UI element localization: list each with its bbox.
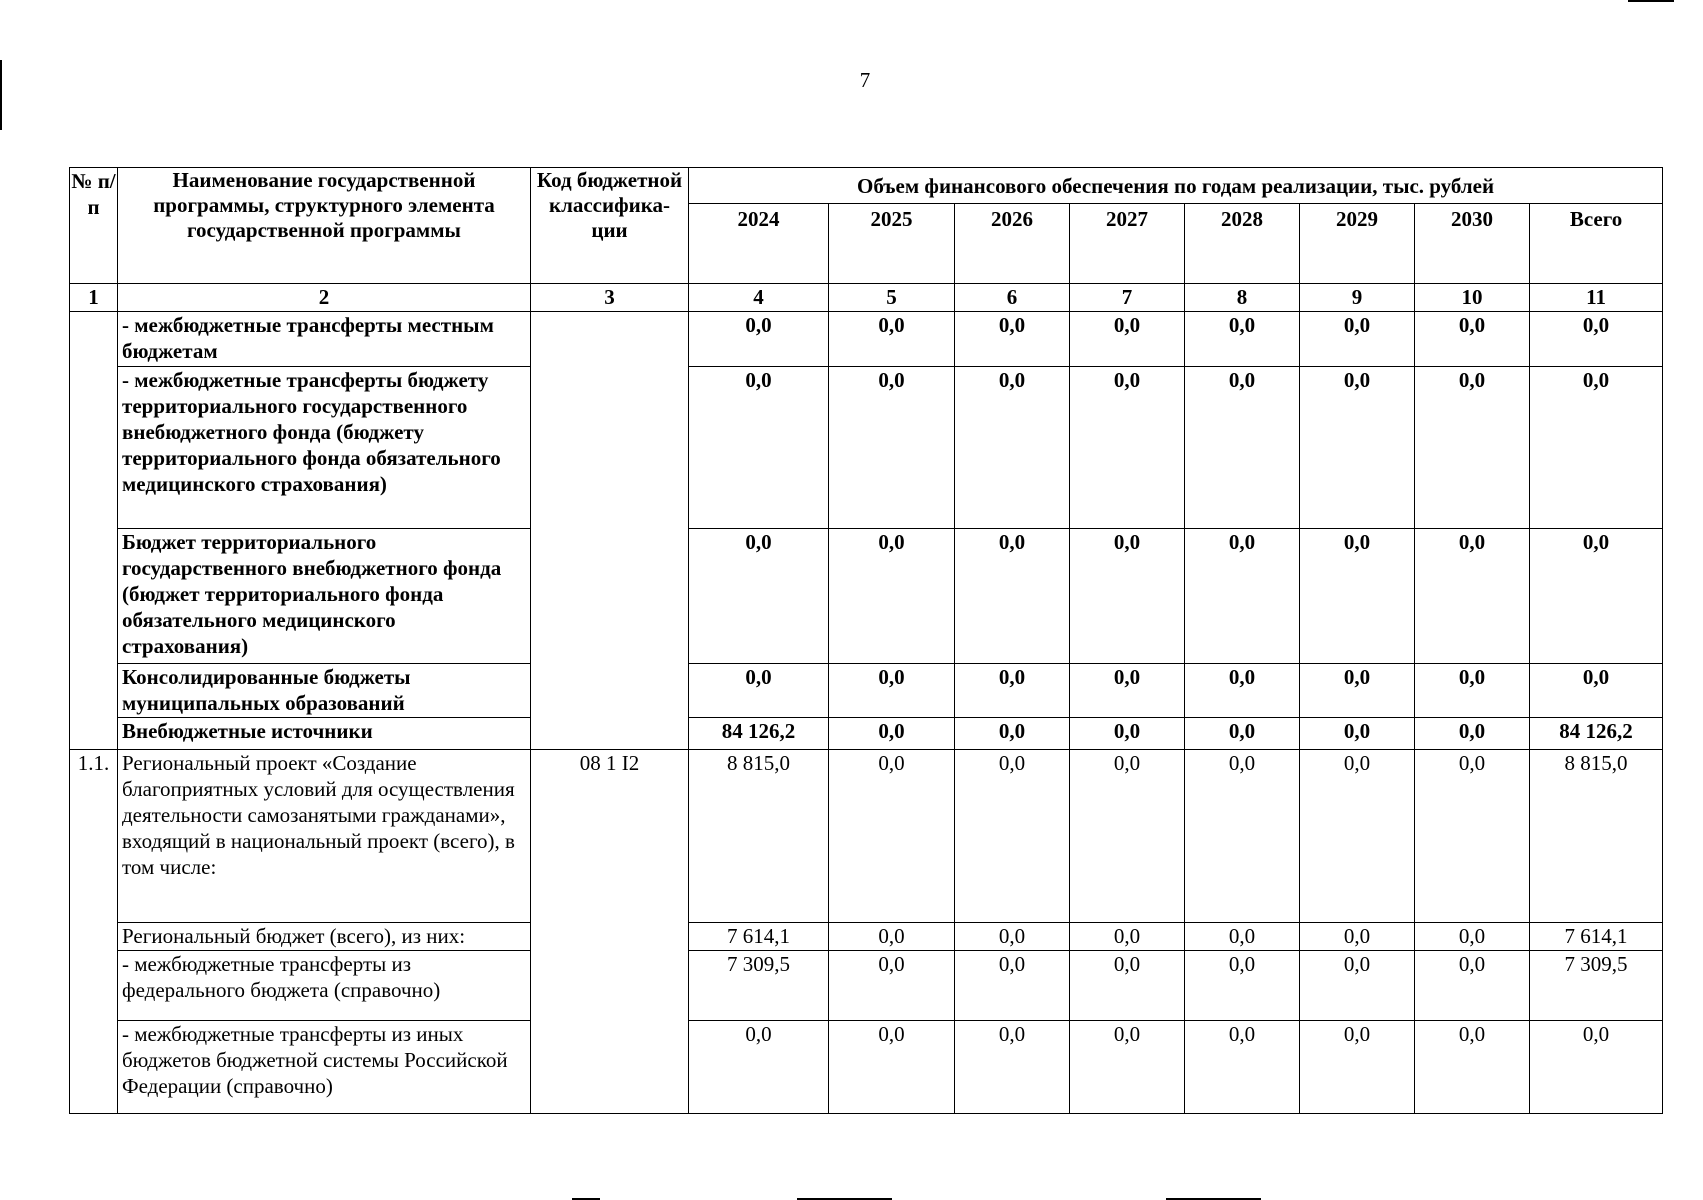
value-cell: 0,0 <box>1070 923 1185 951</box>
scan-edge-mark <box>1628 0 1674 2</box>
value-cell: 0,0 <box>1415 923 1530 951</box>
value-cell: 0,0 <box>1415 718 1530 750</box>
header-name: Наименование государственной программы, структурного элемента государственной программы <box>118 168 531 284</box>
value-cell: 0,0 <box>829 750 955 923</box>
value-cell: 0,0 <box>1185 923 1300 951</box>
row-name-cell: - межбюджетные трансферты бюджету территориального государственного внебюджетного фонда (бюджету территориального фонда обязательного медицинского страхования) <box>118 367 531 529</box>
row-name-cell: - межбюджетные трансферты из иных бюджетов бюджетной системы Российской Федерации (справочно) <box>118 1021 531 1114</box>
header-year: 2030 <box>1415 204 1530 284</box>
table-row <box>70 529 1663 664</box>
row-code-cell: 08 1 I2 <box>531 750 689 1114</box>
table-row <box>70 312 1663 367</box>
column-number: 2 <box>118 284 531 312</box>
table-row <box>70 951 1663 1021</box>
table-row <box>70 1021 1663 1114</box>
row-name-cell: - межбюджетные трансферты из федерального бюджета (справочно) <box>118 951 531 1021</box>
value-cell: 7 309,5 <box>1530 951 1663 1021</box>
page-number: 7 <box>859 68 871 92</box>
header-year: 2024 <box>689 204 829 284</box>
row-name-cell: Бюджет территориального государственного внебюджетного фонда (бюджет территориального фонда обязательного медицинского страхования) <box>118 529 531 664</box>
value-cell: 84 126,2 <box>1530 718 1663 750</box>
value-cell: 0,0 <box>1300 312 1415 367</box>
budget-table <box>69 167 1663 1114</box>
value-cell: 0,0 <box>689 367 829 529</box>
value-cell: 0,0 <box>1530 367 1663 529</box>
value-cell: 0,0 <box>689 1021 829 1114</box>
header-year: 2028 <box>1185 204 1300 284</box>
row-code-cell <box>531 312 689 750</box>
value-cell: 0,0 <box>1300 923 1415 951</box>
column-number: 1 <box>70 284 118 312</box>
table-row <box>70 664 1663 718</box>
value-cell: 0,0 <box>955 951 1070 1021</box>
value-cell: 0,0 <box>1185 750 1300 923</box>
column-number: 10 <box>1415 284 1530 312</box>
value-cell: 0,0 <box>1530 529 1663 664</box>
table-header <box>70 168 1663 312</box>
value-cell: 0,0 <box>689 529 829 664</box>
value-cell: 0,0 <box>1530 664 1663 718</box>
value-cell: 0,0 <box>1185 718 1300 750</box>
value-cell: 0,0 <box>1415 529 1530 664</box>
column-number-row <box>70 284 1663 312</box>
value-cell: 0,0 <box>829 718 955 750</box>
value-cell: 0,0 <box>1070 367 1185 529</box>
value-cell: 0,0 <box>955 1021 1070 1114</box>
value-cell: 0,0 <box>1070 750 1185 923</box>
column-number: 3 <box>531 284 689 312</box>
value-cell: 0,0 <box>955 664 1070 718</box>
header-year: 2026 <box>955 204 1070 284</box>
value-cell: 0,0 <box>1300 529 1415 664</box>
value-cell: 0,0 <box>955 750 1070 923</box>
value-cell: 0,0 <box>1185 367 1300 529</box>
value-cell: 0,0 <box>1070 718 1185 750</box>
column-number: 6 <box>955 284 1070 312</box>
column-number: 11 <box>1530 284 1663 312</box>
value-cell: 0,0 <box>1300 664 1415 718</box>
value-cell: 0,0 <box>1415 951 1530 1021</box>
value-cell: 0,0 <box>1070 664 1185 718</box>
column-number: 7 <box>1070 284 1185 312</box>
value-cell: 0,0 <box>955 718 1070 750</box>
value-cell: 7 614,1 <box>689 923 829 951</box>
value-cell: 0,0 <box>1530 312 1663 367</box>
row-number-cell: 1.1. <box>70 750 118 1114</box>
column-number: 8 <box>1185 284 1300 312</box>
column-number: 5 <box>829 284 955 312</box>
value-cell: 0,0 <box>1530 1021 1663 1114</box>
value-cell: 0,0 <box>1415 750 1530 923</box>
value-cell: 0,0 <box>1300 718 1415 750</box>
value-cell: 0,0 <box>1300 1021 1415 1114</box>
value-cell: 0,0 <box>1070 312 1185 367</box>
header-total: Всего <box>1530 204 1663 284</box>
value-cell: 0,0 <box>1185 664 1300 718</box>
value-cell: 0,0 <box>1415 664 1530 718</box>
header-year: 2029 <box>1300 204 1415 284</box>
value-cell: 7 309,5 <box>689 951 829 1021</box>
value-cell: 0,0 <box>1185 1021 1300 1114</box>
value-cell: 7 614,1 <box>1530 923 1663 951</box>
value-cell: 0,0 <box>1415 367 1530 529</box>
value-cell: 0,0 <box>1300 367 1415 529</box>
value-cell: 8 815,0 <box>689 750 829 923</box>
row-name-cell: Консолидированные бюджеты муниципальных образований <box>118 664 531 718</box>
row-name-cell: - межбюджетные трансферты местным бюджетам <box>118 312 531 367</box>
value-cell: 0,0 <box>1185 951 1300 1021</box>
value-cell: 0,0 <box>689 664 829 718</box>
value-cell: 84 126,2 <box>689 718 829 750</box>
column-number: 4 <box>689 284 829 312</box>
row-name-cell: Внебюджетные источники <box>118 718 531 750</box>
value-cell: 0,0 <box>1300 750 1415 923</box>
value-cell: 0,0 <box>1185 529 1300 664</box>
value-cell: 0,0 <box>829 923 955 951</box>
table-body <box>70 312 1663 1114</box>
row-number-cell <box>70 312 118 750</box>
header-year: 2027 <box>1070 204 1185 284</box>
value-cell: 0,0 <box>955 312 1070 367</box>
value-cell: 0,0 <box>1070 951 1185 1021</box>
value-cell: 0,0 <box>1070 1021 1185 1114</box>
value-cell: 0,0 <box>829 951 955 1021</box>
table-row <box>70 750 1663 923</box>
value-cell: 8 815,0 <box>1530 750 1663 923</box>
value-cell: 0,0 <box>1300 951 1415 1021</box>
column-number: 9 <box>1300 284 1415 312</box>
scan-edge-mark <box>0 60 2 130</box>
value-cell: 0,0 <box>1415 1021 1530 1114</box>
table-row <box>70 367 1663 529</box>
value-cell: 0,0 <box>829 367 955 529</box>
value-cell: 0,0 <box>1070 529 1185 664</box>
value-cell: 0,0 <box>689 312 829 367</box>
row-name-cell: Региональный бюджет (всего), из них: <box>118 923 531 951</box>
value-cell: 0,0 <box>955 923 1070 951</box>
value-cell: 0,0 <box>829 312 955 367</box>
table-row <box>70 923 1663 951</box>
header-num: № п/п <box>70 168 118 284</box>
value-cell: 0,0 <box>829 664 955 718</box>
table-row <box>70 718 1663 750</box>
value-cell: 0,0 <box>1185 312 1300 367</box>
row-name-cell: Региональный проект «Создание благоприятных условий для осуществления деятельности самозанятыми гражданами», входящий в национальный проект (всего), в том числе: <box>118 750 531 923</box>
value-cell: 0,0 <box>829 1021 955 1114</box>
value-cell: 0,0 <box>829 529 955 664</box>
value-cell: 0,0 <box>1415 312 1530 367</box>
header-code: Код бюджетной классифика-ции <box>531 168 689 284</box>
header-volume: Объем финансового обеспечения по годам реализации, тыс. рублей <box>689 168 1663 204</box>
value-cell: 0,0 <box>955 529 1070 664</box>
value-cell: 0,0 <box>955 367 1070 529</box>
header-year: 2025 <box>829 204 955 284</box>
